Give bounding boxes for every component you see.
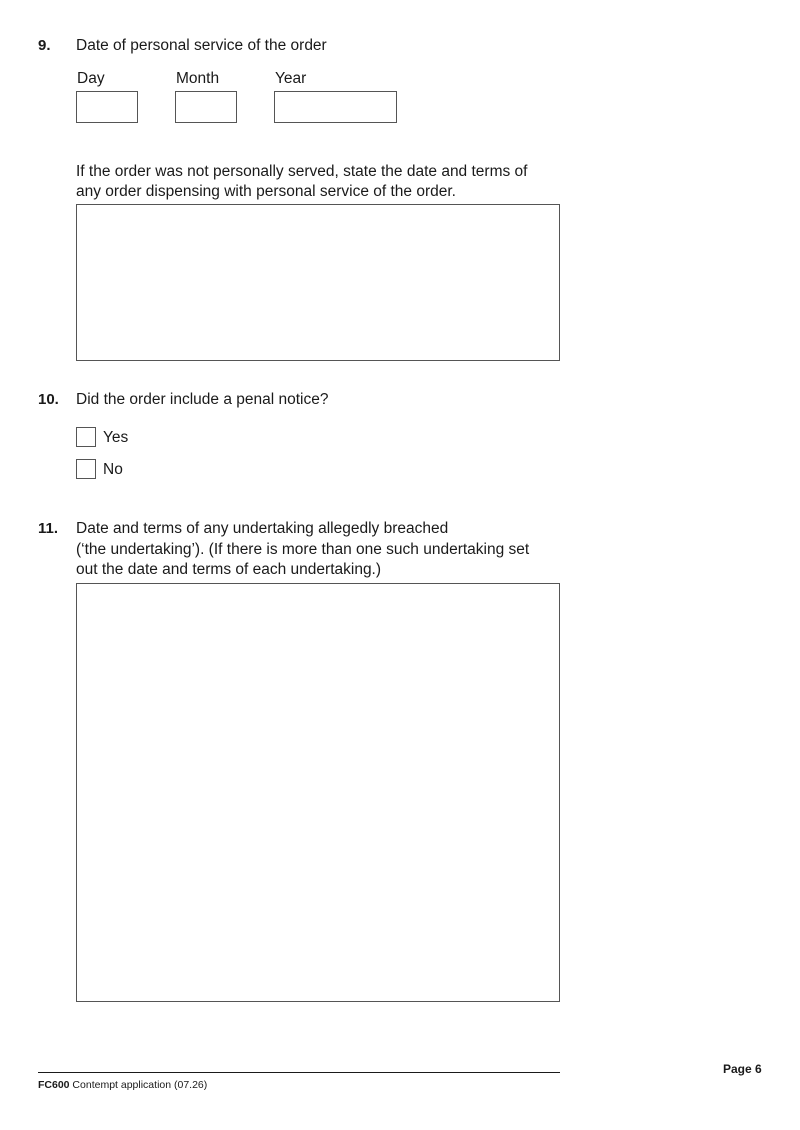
footer-form-info: [38, 1079, 207, 1091]
no-label: No: [103, 461, 123, 478]
dispensing-text-line1: If the order was not personally served, state the date and terms of: [76, 163, 528, 180]
q11-number: 11.: [38, 520, 59, 537]
q11-text-line3: out the date and terms of each undertaking.): [76, 561, 382, 578]
day-input[interactable]: [76, 91, 138, 123]
month-label: Month: [176, 70, 220, 87]
q10-number: 10.: [38, 391, 59, 408]
year-label: Year: [275, 70, 307, 87]
month-input[interactable]: [175, 91, 237, 123]
page-number: Page 6: [723, 1062, 762, 1076]
no-checkbox[interactable]: [76, 459, 96, 479]
yes-checkbox[interactable]: [76, 427, 96, 447]
dispensing-text-line2: any order dispensing with personal service of the order.: [76, 183, 456, 200]
day-label: Day: [77, 70, 105, 87]
q10-text: Did the order include a penal notice?: [76, 391, 329, 408]
footer-form-code: FC600: [38, 1079, 70, 1091]
yes-label: Yes: [103, 429, 129, 446]
q11-text-line2: (‘the undertaking’). (If there is more than one such undertaking set: [76, 541, 530, 558]
q11-text-line1: Date and terms of any undertaking allegedly breached: [76, 520, 449, 537]
footer-rule: [38, 1072, 560, 1073]
year-input[interactable]: [274, 91, 397, 123]
footer-form-title: Contempt application (07.26): [69, 1079, 208, 1091]
q9-number: 9.: [38, 37, 51, 54]
undertaking-textarea[interactable]: [76, 583, 560, 1002]
dispensing-order-textarea[interactable]: [76, 204, 560, 361]
q9-text: Date of personal service of the order: [76, 37, 327, 54]
